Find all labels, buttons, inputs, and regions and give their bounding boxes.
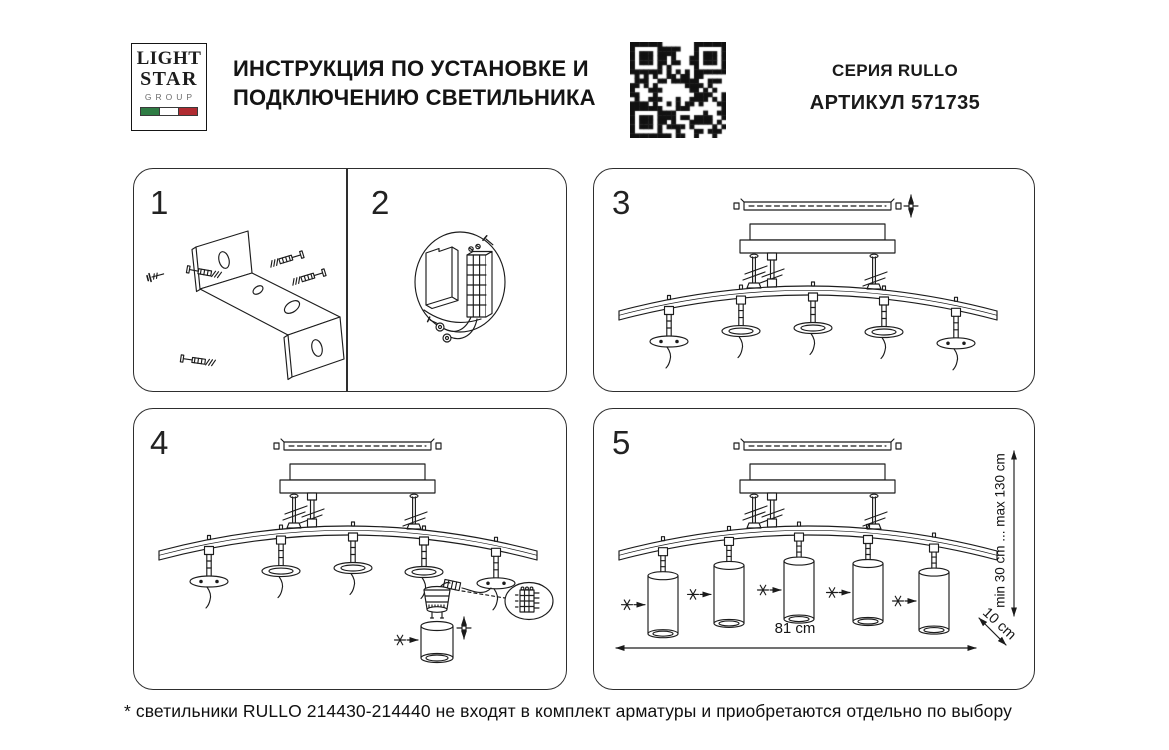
logo-word-star: STAR (140, 68, 198, 90)
article-label: АРТИКУЛ 571735 (809, 92, 981, 114)
step-5-panel (593, 408, 1035, 690)
width-dimension-label: 81 cm (774, 620, 816, 637)
logo-word-light: LIGHT (136, 48, 202, 69)
wiring-connection-diagram (415, 232, 505, 342)
height-dimension-label: min 30 cm ... max 130 cm (992, 453, 1008, 608)
lightstar-logo (131, 43, 207, 131)
mounting-bracket-diagram (134, 169, 567, 392)
qr-code (630, 42, 726, 138)
footnote: * светильники RULLO 214430-214440 не входят в комплект арматуры и приобретаются отдельно по выбору (124, 701, 1012, 721)
shade-attachment-diagram (134, 409, 565, 688)
page-title (233, 54, 653, 112)
product-info (782, 61, 1008, 115)
step-number-2: 2 (371, 184, 390, 221)
step-number-4: 4 (150, 424, 169, 461)
step-number-3: 3 (612, 184, 631, 221)
assembled-fixture-dimensions-diagram (594, 409, 1033, 688)
logo-word-group: GROUP (144, 92, 197, 102)
step-number-5: 5 (612, 424, 631, 461)
step-3-panel (593, 168, 1035, 392)
title-line-1: ИНСТРУКЦИЯ ПО УСТАНОВКЕ И (233, 56, 589, 81)
step-number-1: 1 (150, 184, 169, 221)
frame-suspension-diagram (594, 169, 1034, 390)
title-line-2: ПОДКЛЮЧЕНИЮ СВЕТИЛЬНИКА (233, 85, 596, 110)
step-1-2-panel (133, 168, 567, 392)
italian-flag-stripe (140, 107, 198, 116)
step-4-panel (133, 408, 567, 690)
depth-dimension-label: 10 cm (979, 604, 1019, 644)
series-label: СЕРИЯ RULLO (832, 61, 958, 80)
panel-divider (346, 169, 348, 391)
